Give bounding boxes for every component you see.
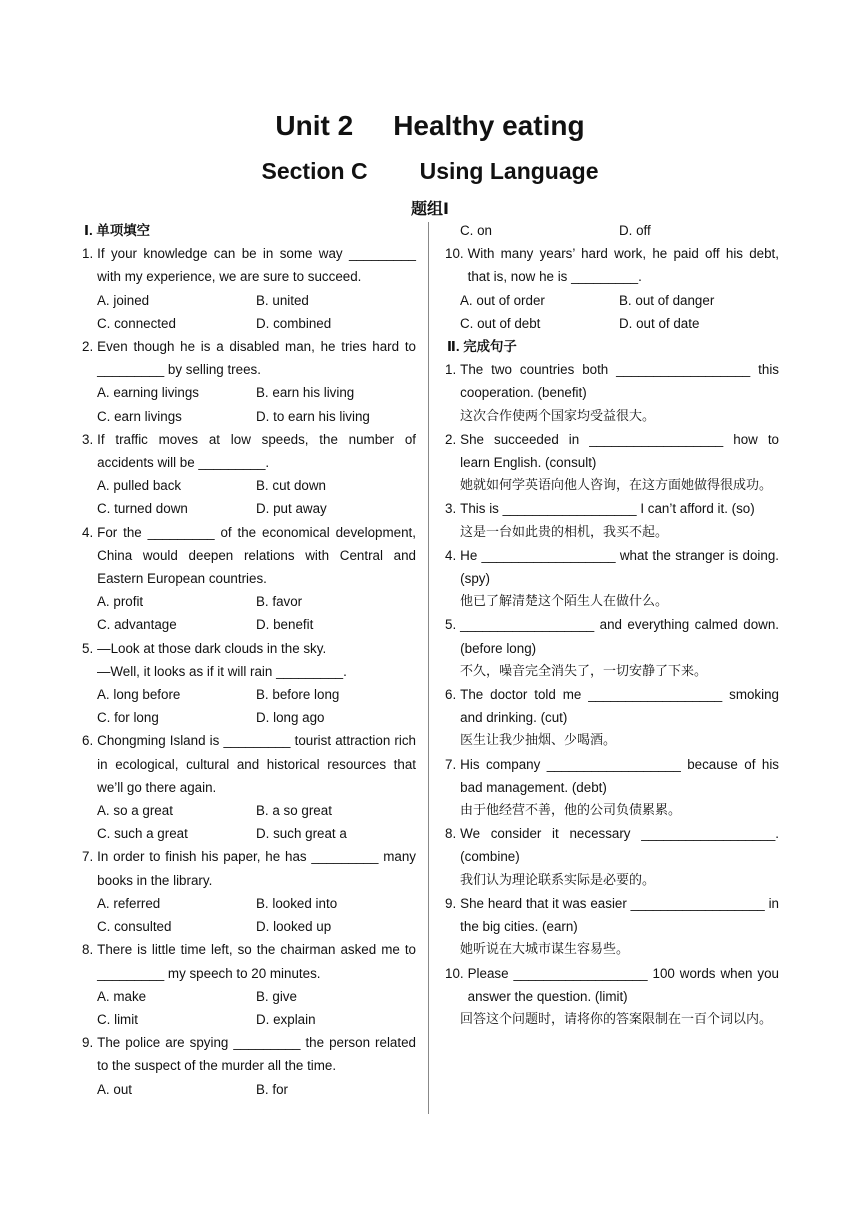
sentence-question-5: [445, 613, 779, 683]
left-column: [82, 219, 416, 1101]
right-column: [445, 219, 779, 1031]
question-number: 3.: [82, 431, 94, 447]
option-a: A. profit: [97, 594, 144, 610]
mc-question-6: [82, 729, 416, 845]
option-a: A. long before: [97, 687, 181, 703]
option-a: A. out: [97, 1081, 132, 1097]
chinese-translation: 回答这个问题时，请将你的答案限制在一百个词以内。: [460, 1011, 773, 1027]
option-d: D. looked up: [256, 919, 332, 935]
option-a: A. pulled back: [97, 478, 182, 494]
option-a: A. make: [97, 988, 147, 1004]
question-text: In order to finish his paper, he has _________ many books in the library.: [97, 849, 416, 888]
chinese-translation: 不久，噪音完全消失了，一切安静了下来。: [460, 663, 708, 679]
question-text: If traffic moves at low speeds, the number of accidents will be _________.: [97, 431, 416, 471]
question-number: 7.: [445, 756, 457, 772]
question-number: 2.: [445, 431, 457, 447]
option-c: C. for long: [97, 710, 159, 726]
unit-name: Healthy eating: [393, 110, 585, 141]
question-text: She succeeded in __________________ how to learn English. (consult): [460, 431, 779, 471]
option-d: D. explain: [256, 1011, 316, 1027]
option-a: A. joined: [97, 292, 150, 308]
chinese-translation: 这是一台如此贵的相机，我买不起。: [460, 524, 669, 540]
question-text: He __________________ what the stranger is doing. (spy): [460, 547, 779, 587]
sentence-question-10: [445, 962, 779, 1032]
section2-heading: Ⅱ. 完成句子: [447, 339, 517, 355]
sentence-question-3: [445, 497, 779, 543]
question-text: Chongming Island is _________ tourist attraction rich in ecological, cultural and historical resources that we’ll go there again.: [97, 733, 416, 795]
question-text: Please __________________ 100 words when you answer the question. (limit): [467, 965, 779, 1004]
question-text: With many years’ hard work, he paid off his debt, that is, now he is _________.: [467, 246, 779, 285]
option-c: C. such a great: [97, 826, 188, 842]
mc-question-7: [82, 845, 416, 938]
question-number: 5.: [445, 617, 457, 633]
option-b: B. for: [256, 1081, 288, 1097]
option-c: C. connected: [97, 315, 176, 331]
mc-question-8: [82, 938, 416, 1031]
option-a: A. so a great: [97, 803, 173, 819]
question-number: 4.: [82, 524, 94, 540]
question-text: The doctor told me __________________ smoking and drinking. (cut): [460, 687, 779, 726]
option-b: B. give: [256, 988, 297, 1004]
option-d: D. combined: [256, 315, 332, 331]
question-number: 1.: [445, 362, 457, 378]
mc-question-4: [82, 521, 416, 637]
question-text: There is little time left, so the chairman asked me to _________ my speech to 20 minutes.: [97, 942, 416, 981]
option-b: B. out of danger: [619, 292, 715, 308]
question-number: 5.: [82, 640, 94, 656]
option-c: C. turned down: [97, 501, 188, 517]
sentence-question-9: [445, 892, 779, 962]
option-d: D. put away: [256, 501, 327, 517]
question-text: The two countries both __________________ this cooperation. (benefit): [460, 362, 779, 401]
option-b: B. before long: [256, 687, 340, 703]
column-divider: [428, 222, 429, 1114]
option-a: A. earning livings: [97, 385, 199, 401]
option-b: B. earn his living: [256, 385, 355, 401]
option-c: C. out of debt: [460, 315, 541, 331]
sentence-question-2: [445, 428, 779, 498]
section-label: Section C: [261, 158, 368, 184]
option-d: D. off: [619, 223, 651, 238]
question-text: His company __________________ because of his bad management. (debt): [460, 756, 779, 795]
question-number: 10.: [445, 246, 464, 262]
mc-question-2: [82, 335, 416, 428]
option-c: C. consulted: [97, 919, 172, 935]
option-b: B. a so great: [256, 803, 332, 819]
question-text: __________________ and everything calmed down. (before long): [460, 617, 779, 656]
question-text: This is __________________ I can’t afford it. (so): [460, 501, 755, 517]
option-b: B. cut down: [256, 478, 326, 494]
unit-number: Unit 2: [275, 110, 354, 141]
sentence-question-1: [445, 358, 779, 428]
mc-question-5: [82, 637, 416, 730]
question-text: Even though he is a disabled man, he tries hard to _________ by selling trees.: [97, 339, 416, 378]
sentence-question-8: [445, 822, 779, 892]
question-number: 1.: [82, 246, 94, 262]
chinese-translation: 我们认为理论联系实际是必要的。: [460, 872, 656, 888]
option-c: C. earn livings: [97, 408, 182, 424]
question-number: 9.: [82, 1035, 94, 1051]
mc-question-10: [445, 242, 779, 335]
question-number: 9.: [445, 895, 457, 911]
unit-title: [0, 110, 860, 142]
section-name: Using Language: [419, 158, 599, 184]
question-text: —Look at those dark clouds in the sky.: [97, 640, 327, 656]
option-a: A. out of order: [460, 292, 545, 308]
question-text: For the _________ of the economical development, China would deepen relations with Central and Eastern European countries.: [97, 524, 416, 587]
sentence-question-7: [445, 753, 779, 823]
option-c: C. on: [460, 223, 493, 238]
question-number: 6.: [445, 687, 457, 703]
sentence-question-6: [445, 683, 779, 753]
chinese-translation: 她听说在大城市谋生容易些。: [460, 942, 630, 958]
mc-question-3: [82, 428, 416, 521]
question-number: 6.: [82, 733, 94, 749]
option-d: D. to earn his living: [256, 408, 370, 424]
option-d: D. out of date: [619, 315, 700, 331]
option-c: C. limit: [97, 1011, 138, 1027]
section-title: [0, 158, 860, 185]
section1-heading: Ⅰ. 单项填空: [84, 223, 150, 238]
question-text: She heard that it was easier __________________ in the big cities. (earn): [460, 895, 779, 935]
option-d: D. benefit: [256, 617, 314, 633]
option-c: C. advantage: [97, 617, 177, 633]
question-number: 2.: [82, 339, 94, 355]
chinese-translation: 这次合作使两个国家均受益很大。: [460, 408, 656, 424]
option-b: B. favor: [256, 594, 303, 610]
question-number: 10.: [445, 965, 464, 981]
chinese-translation: 医生让我少抽烟、少喝酒。: [460, 733, 617, 749]
mc-question-9-continued: [445, 219, 779, 242]
question-number: 8.: [82, 942, 94, 958]
chinese-translation: 她就如何学英语向他人咨询，在这方面她做得很成功。: [460, 478, 773, 494]
question-group-label: 题组Ⅰ: [411, 201, 449, 218]
mc-question-1: [82, 242, 416, 335]
question-number: 7.: [82, 849, 94, 865]
option-b: B. looked into: [256, 895, 338, 911]
question-text-line2: —Well, it looks as if it will rain _________.: [97, 663, 347, 679]
question-number: 8.: [445, 826, 457, 842]
option-b: B. united: [256, 292, 309, 308]
mc-question-9: [82, 1031, 416, 1101]
chinese-translation: 他已了解清楚这个陌生人在做什么。: [460, 594, 669, 610]
question-text: The police are spying _________ the person related to the suspect of the murder all the time.: [97, 1035, 416, 1074]
option-a: A. referred: [97, 895, 161, 911]
chinese-translation: 由于他经营不善，他的公司负债累累。: [460, 803, 682, 819]
question-text: If your knowledge can be in some way _________ with my experience, we are sure to succeed.: [97, 246, 416, 285]
question-number: 4.: [445, 547, 457, 563]
question-text: We consider it necessary __________________. (combine): [460, 826, 779, 865]
question-number: 3.: [445, 501, 457, 517]
option-d: D. long ago: [256, 710, 325, 726]
sentence-question-4: [445, 544, 779, 614]
option-d: D. such great a: [256, 826, 347, 842]
